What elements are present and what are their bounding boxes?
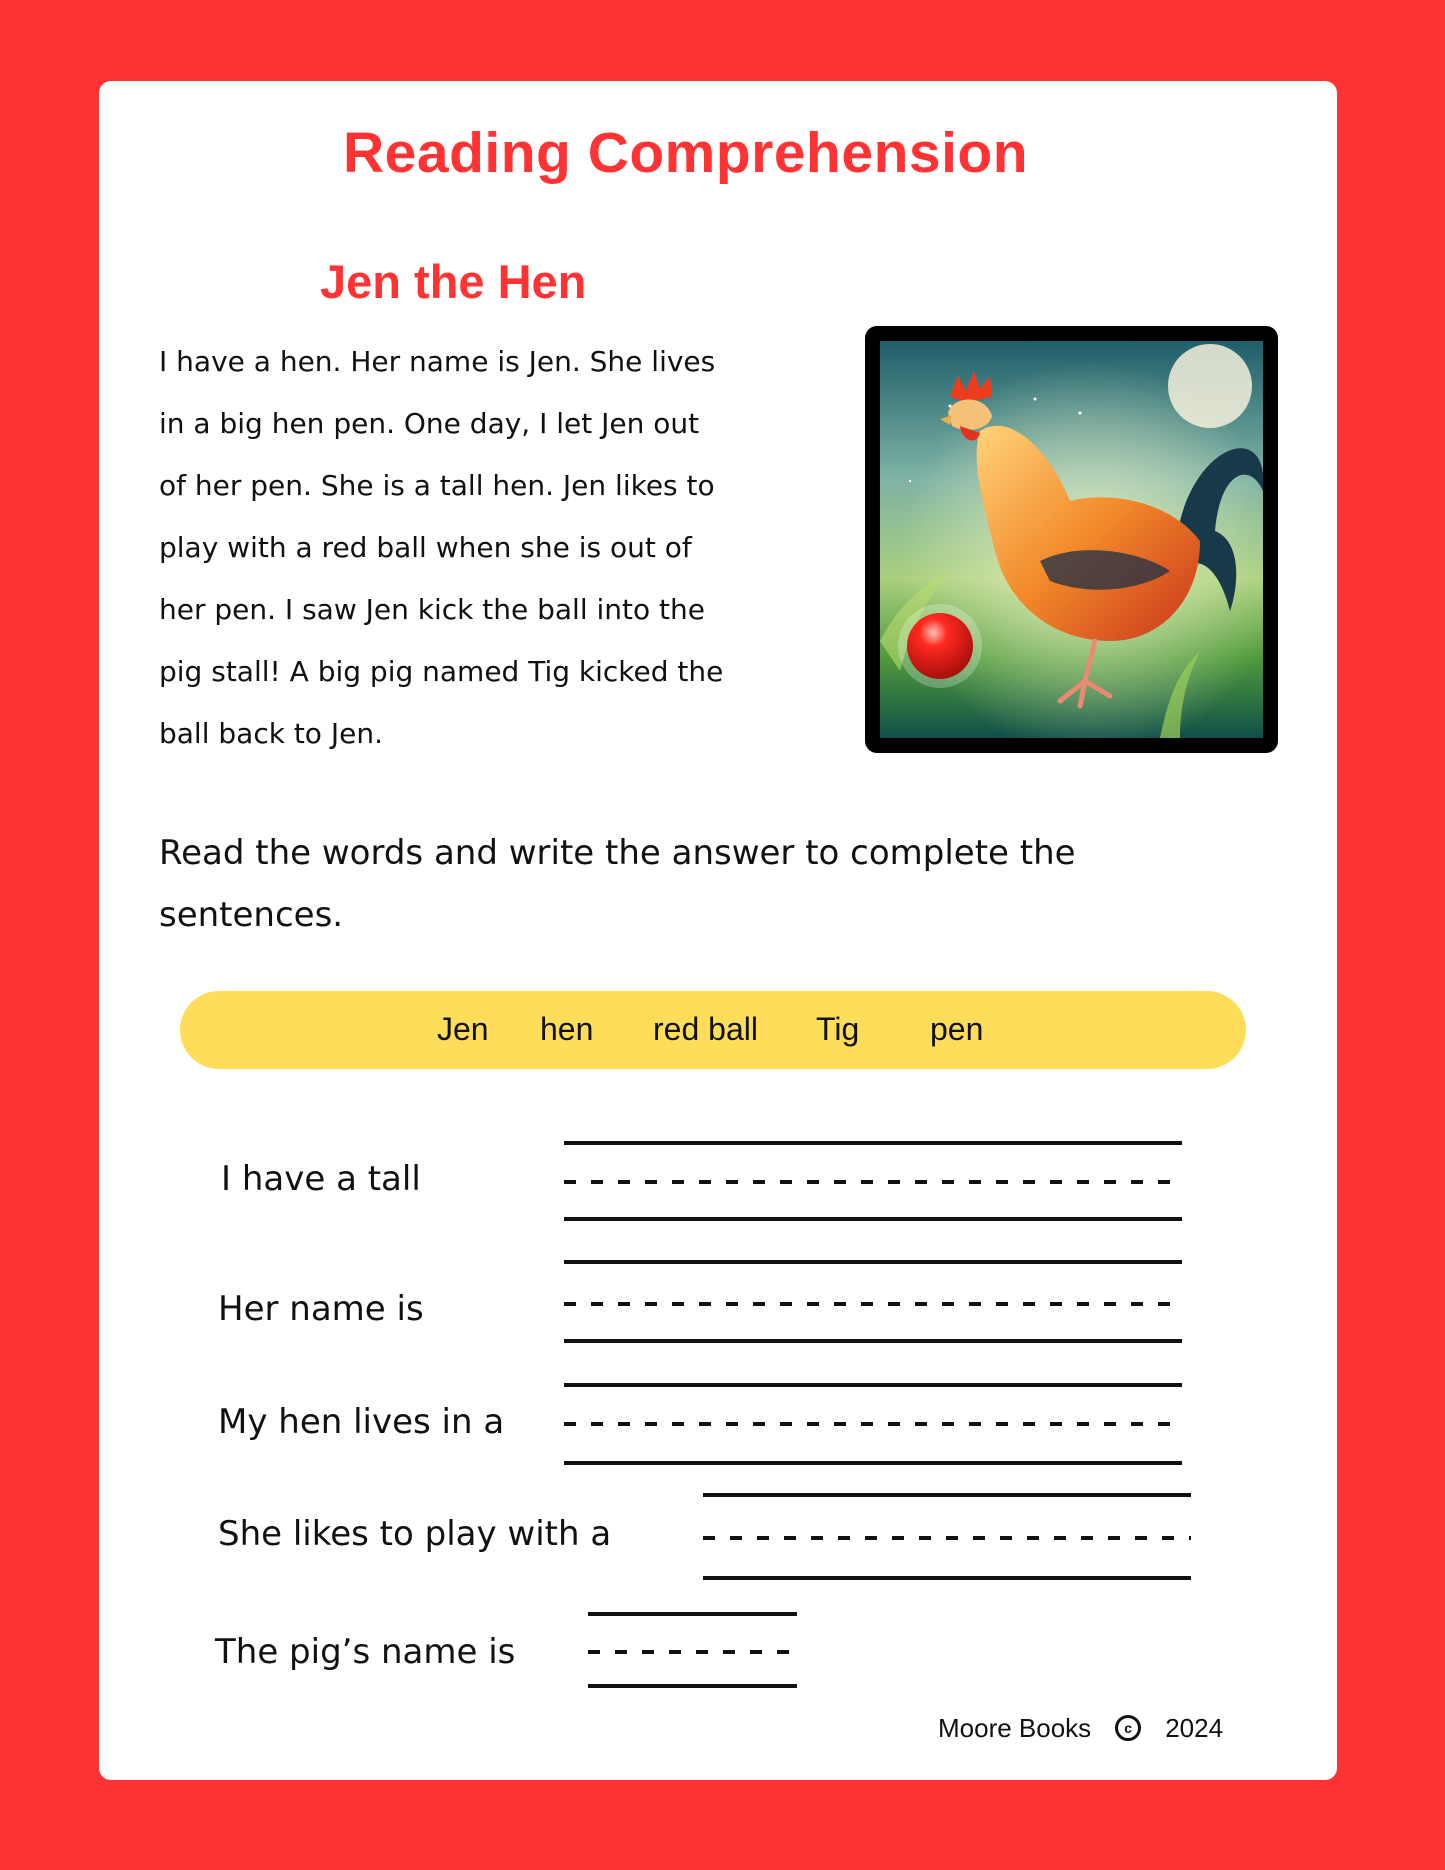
word-bank-item: pen: [930, 1011, 984, 1047]
story-illustration: [865, 326, 1278, 753]
word-bank-item: Jen: [437, 1011, 489, 1047]
story-line: her pen. I saw Jen kick the ball into the: [159, 593, 705, 626]
instruction-line: Read the words and write the answer to complete the: [159, 833, 1076, 873]
copyright-year: 2024: [1165, 1713, 1224, 1743]
story-title: Jen the Hen: [320, 255, 587, 308]
story-line: pig stall! A big pig named Tig kicked the: [159, 655, 724, 688]
top-rule: [564, 1260, 1182, 1264]
footer: [938, 1712, 1223, 1744]
instruction-line: sentences.: [159, 895, 344, 935]
publisher-name: Moore Books: [938, 1713, 1092, 1743]
exercise-prompt: The pig’s name is: [215, 1632, 516, 1672]
page-title: Reading Comprehension: [343, 121, 1029, 185]
word-bank-item: hen: [540, 1011, 594, 1047]
baseline-rule: [564, 1217, 1182, 1221]
baseline-rule: [564, 1339, 1182, 1343]
midline-dashed: [564, 1180, 1182, 1184]
exercise-prompt: My hen lives in a: [218, 1402, 505, 1442]
word-bank-item: Tig: [816, 1011, 860, 1047]
top-rule: [564, 1141, 1182, 1145]
midline-dashed: [703, 1536, 1191, 1540]
instructions: [159, 822, 1076, 946]
rooster-illustration-icon: [880, 341, 1263, 738]
top-rule: [588, 1612, 797, 1616]
midline-dashed: [588, 1650, 793, 1654]
baseline-rule: [703, 1576, 1191, 1580]
midline-dashed: [564, 1302, 1182, 1306]
story-line: ball back to Jen.: [159, 717, 383, 750]
exercise-prompt: I have a tall: [221, 1159, 421, 1199]
top-rule: [703, 1493, 1191, 1497]
story-line: in a big hen pen. One day, I let Jen out: [159, 407, 700, 440]
exercise-prompt: She likes to play with a: [218, 1514, 612, 1554]
midline-dashed: [564, 1422, 1182, 1426]
copyright-icon: c: [1115, 1715, 1141, 1741]
baseline-rule: [564, 1461, 1182, 1465]
word-bank: [180, 991, 1246, 1069]
top-rule: [564, 1383, 1182, 1387]
story-line: play with a red ball when she is out of: [159, 531, 692, 564]
story-line: I have a hen. Her name is Jen. She lives: [159, 345, 716, 378]
story-line: of her pen. She is a tall hen. Jen likes to: [159, 469, 715, 502]
baseline-rule: [588, 1684, 797, 1688]
story-text: [159, 331, 799, 765]
word-bank-item: red ball: [653, 1011, 758, 1047]
rooster-image: [880, 341, 1263, 738]
exercise-prompt: Her name is: [218, 1289, 424, 1329]
